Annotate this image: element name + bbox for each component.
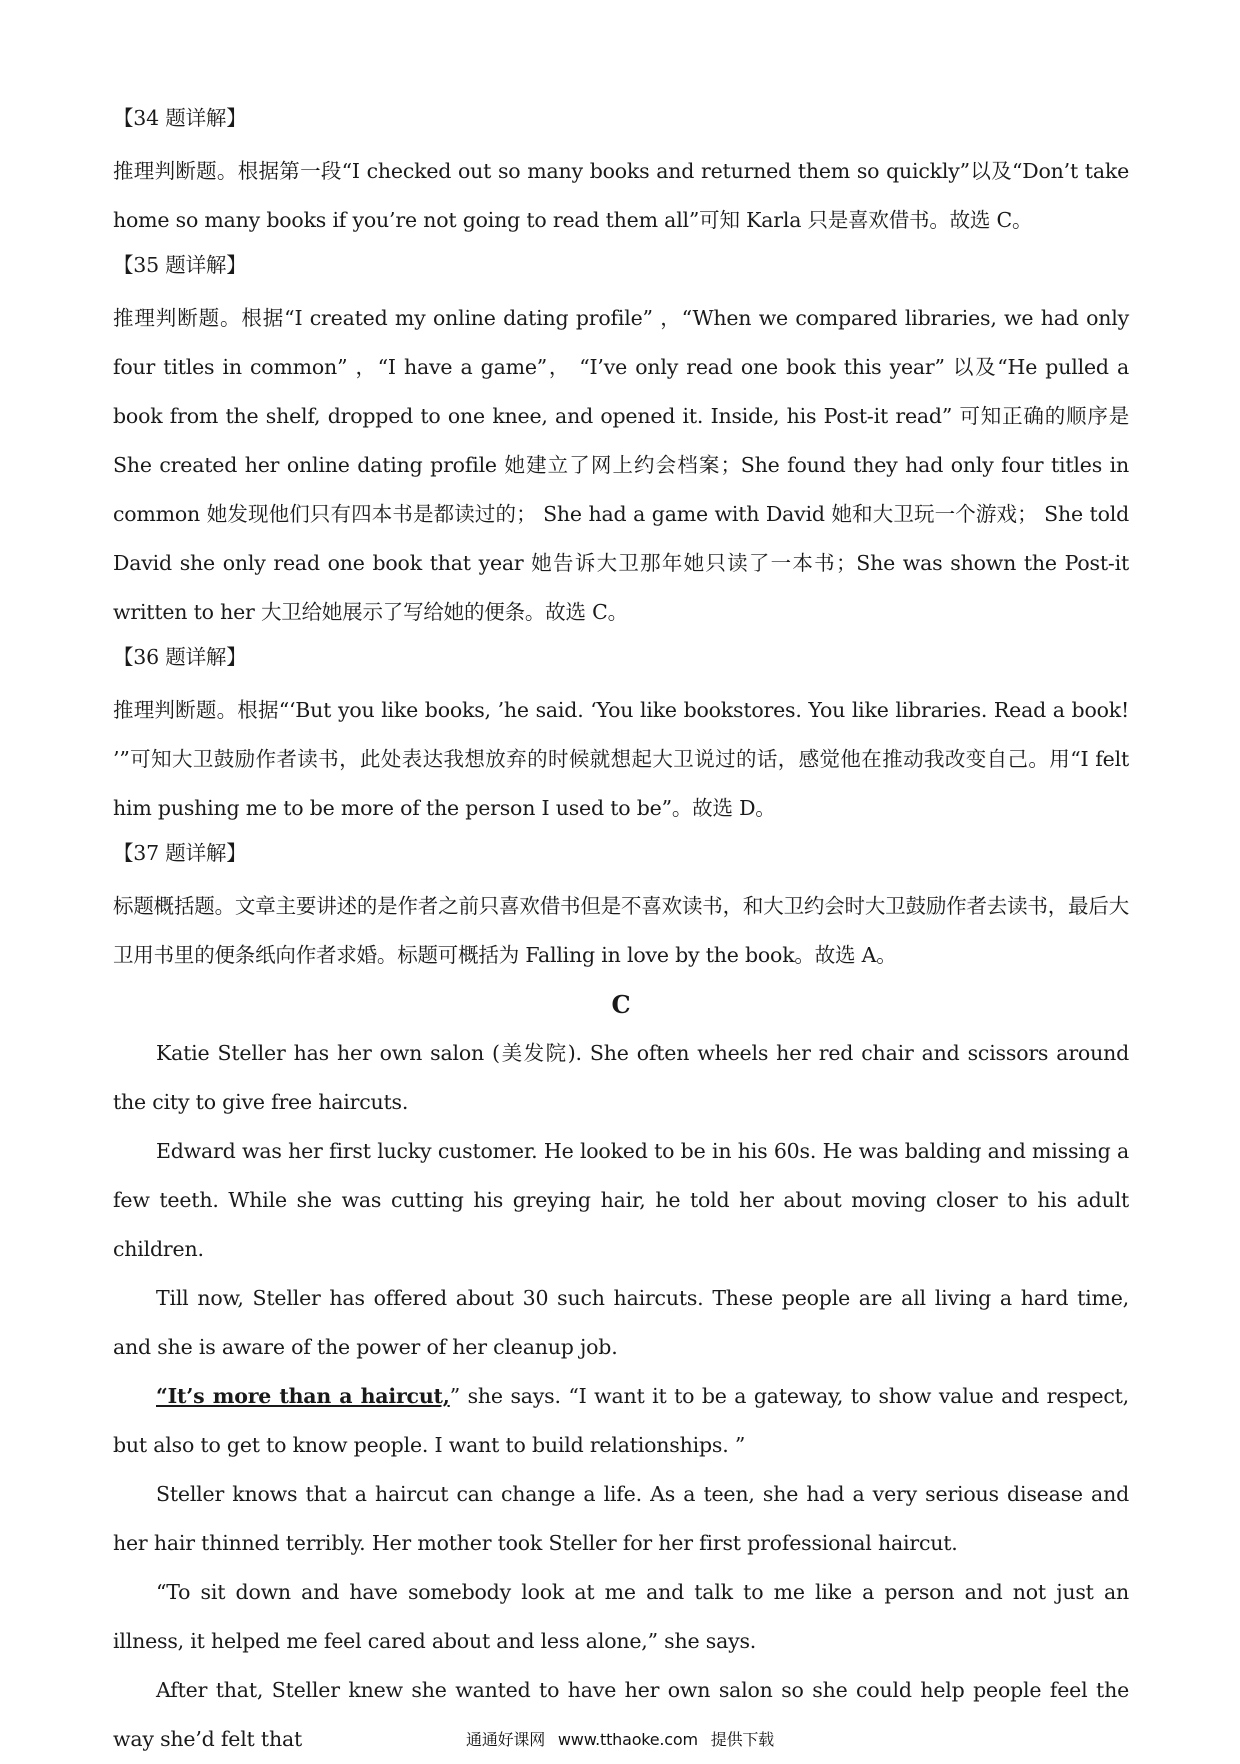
answer-heading-35: 【35 题详解】 bbox=[113, 253, 247, 277]
answer-text-35: 推理判断题。根据“I created my online dating profile” ，“When we compared libraries, we had only four titles in common” ，“I have a game”， “I’ve only read one book this year” 以及“He pulled a book from the shelf, dropped to one knee, and opened it. Inside, his Post-it read” 可知正确的顺序是 She created her online dating profile 她建立了网上约会档案；She found they had only four titles in common 她发现他们只有四本书是都读过的； She had a game with David 她和大卫玩一个游戏； She told David she only read one book that year 她告诉大卫那年她只读了一本书；She was shown the Post-it written to her 大卫给她展示了写给她的便条。故选 C。 bbox=[113, 306, 1129, 624]
footer-suffix: 提供下载 bbox=[710, 1730, 774, 1749]
footer-url[interactable]: www.tthaoke.com bbox=[557, 1730, 698, 1749]
page-footer bbox=[0, 1727, 1240, 1750]
passage-paragraph-2: Edward was her first lucky customer. He looked to be in his 60s. He was balding and missing a few teeth. While she was cutting his greying hair, he told her about moving closer to his adult children. bbox=[113, 1139, 1129, 1261]
passage-paragraph-4 bbox=[113, 1372, 1129, 1470]
passage-paragraph-3: Till now, Steller has offered about 30 such haircuts. These people are all living a hard time, and she is aware of the power of her cleanup job. bbox=[113, 1286, 1129, 1359]
passage-paragraph-1: Katie Steller has her own salon (美发院). She often wheels her red chair and scissors around the city to give free haircuts. bbox=[113, 1041, 1129, 1114]
page-content bbox=[113, 98, 1129, 1764]
answer-heading-36: 【36 题详解】 bbox=[113, 645, 247, 669]
passage-paragraph-7: After that, Steller knew she wanted to have her own salon so she could help people feel the way she’d felt that bbox=[113, 1678, 1129, 1751]
answer-text-36: 推理判断题。根据“‘But you like books, ’he said. ‘You like bookstores. You like libraries. Read a book! ’”可知大卫鼓励作者读书，此处表达我想放弃的时候就想起大卫说过的话，感觉他在推动我改变自己。用“I felt him pushing me to be more of the person I used to be”。故选 D。 bbox=[113, 698, 1129, 820]
underlined-quote: “It’s more than a haircut, bbox=[156, 1384, 450, 1408]
answer-text-37: 标题概括题。文章主要讲述的是作者之前只喜欢借书但是不喜欢读书，和大卫约会时大卫鼓励作者去读书，最后大卫用书里的便条纸向作者求婚。标题可概括为 Falling in love by the book。故选 A。 bbox=[113, 894, 1129, 967]
footer-site-name: 通通好课网 bbox=[466, 1730, 546, 1749]
passage-paragraph-5: Steller knows that a haircut can change a life. As a teen, she had a very serious disease and her hair thinned terribly. Her mother took Steller for her first professional haircut. bbox=[113, 1482, 1129, 1555]
passage-paragraph-6: “To sit down and have somebody look at me and talk to me like a person and not just an illness, it helped me feel cared about and less alone,” she says. bbox=[113, 1580, 1129, 1653]
paragraph-4-rest: ” she says. “I want it to be a gateway, to show value and respect, but also to get to know people. I want to build relationships. ” bbox=[113, 1384, 1129, 1457]
answer-heading-37: 【37 题详解】 bbox=[113, 841, 247, 865]
section-title: C bbox=[611, 990, 631, 1019]
answer-text-34: 推理判断题。根据第一段“I checked out so many books and returned them so quickly”以及“Don’t take home so many books if you’re not going to read them all”可知 Karla 只是喜欢借书。故选 C。 bbox=[113, 159, 1129, 232]
answer-heading-34: 【34 题详解】 bbox=[113, 106, 247, 130]
